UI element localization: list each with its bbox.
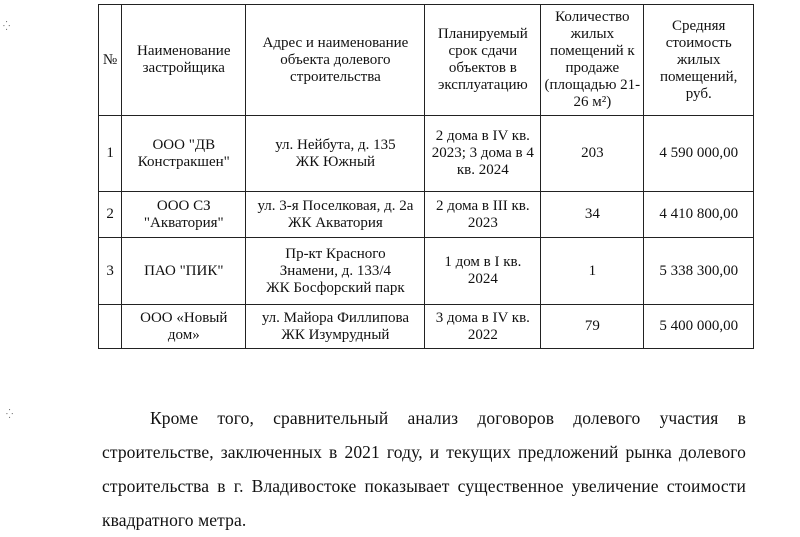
scan-speck: ⁛ — [3, 22, 11, 32]
cell-term: 2 дома в IV кв. 2023; 3 дома в 4 кв. 2024 — [425, 116, 541, 192]
header-address: Адрес и наименование объекта долевого строительства — [246, 5, 425, 116]
cell-address — [246, 116, 425, 192]
cell-number — [99, 305, 122, 349]
table-row — [99, 192, 754, 238]
cell-address — [246, 238, 425, 305]
cell-number: 1 — [99, 116, 122, 192]
cell-price: 4 410 800,00 — [644, 192, 754, 238]
table-row — [99, 116, 754, 192]
cell-quantity: 203 — [541, 116, 644, 192]
address-line: ЖК Изумрудный — [281, 326, 390, 343]
table-row — [99, 305, 754, 349]
table-row — [99, 238, 754, 305]
cell-number: 2 — [99, 192, 122, 238]
body-paragraph: Кроме того, сравнительный анализ договоров долевого участия в строительстве, заключенных в 2021 году, и текущих предложений рынка долевого строительства в г. Владивостоке показывает существенное увеличение стоимости квадратного метра. — [102, 407, 746, 530]
address-line: ул. 3-я Поселковая, д. 2а — [257, 197, 414, 214]
developers-table — [98, 4, 754, 349]
scan-speck: ⁛ — [6, 410, 14, 420]
address-line: Пр-кт Красного — [285, 245, 386, 262]
header-number: № — [99, 5, 122, 116]
cell-term: 2 дома в III кв. 2023 — [425, 192, 541, 238]
cell-quantity: 34 — [541, 192, 644, 238]
cell-price: 5 338 300,00 — [644, 238, 754, 305]
address-line: ЖК Босфорский парк — [266, 279, 405, 296]
cell-number: 3 — [99, 238, 122, 305]
table-header-row — [99, 5, 754, 116]
cell-quantity: 79 — [541, 305, 644, 349]
cell-price: 4 590 000,00 — [644, 116, 754, 192]
address-line: Знамени, д. 133/4 — [279, 262, 392, 279]
cell-developer: ПАО "ПИК" — [122, 238, 246, 305]
cell-address — [246, 305, 425, 349]
cell-developer: ООО «Новый дом» — [122, 305, 246, 349]
cell-quantity: 1 — [541, 238, 644, 305]
header-term: Планируемый срок сдачи объектов в эксплуатацию — [425, 5, 541, 116]
cell-developer: ООО СЗ "Акватория" — [122, 192, 246, 238]
address-line: ЖК Акватория — [288, 214, 383, 231]
address-line: ЖК Южный — [295, 153, 376, 170]
cell-developer: ООО "ДВ Констракшен" — [122, 116, 246, 192]
header-price: Средняя стоимость жилых помещений, руб. — [644, 5, 754, 116]
header-developer: Наименование застройщика — [122, 5, 246, 116]
address-line: ул. Майора Филлипова — [261, 309, 410, 326]
address-line: ул. Нейбута, д. 135 — [275, 136, 396, 153]
cell-address — [246, 192, 425, 238]
header-quantity: Количество жилых помещений к продаже (площадью 21-26 м²) — [541, 5, 644, 116]
cell-term: 3 дома в IV кв. 2022 — [425, 305, 541, 349]
cell-term: 1 дом в I кв. 2024 — [425, 238, 541, 305]
cell-price: 5 400 000,00 — [644, 305, 754, 349]
